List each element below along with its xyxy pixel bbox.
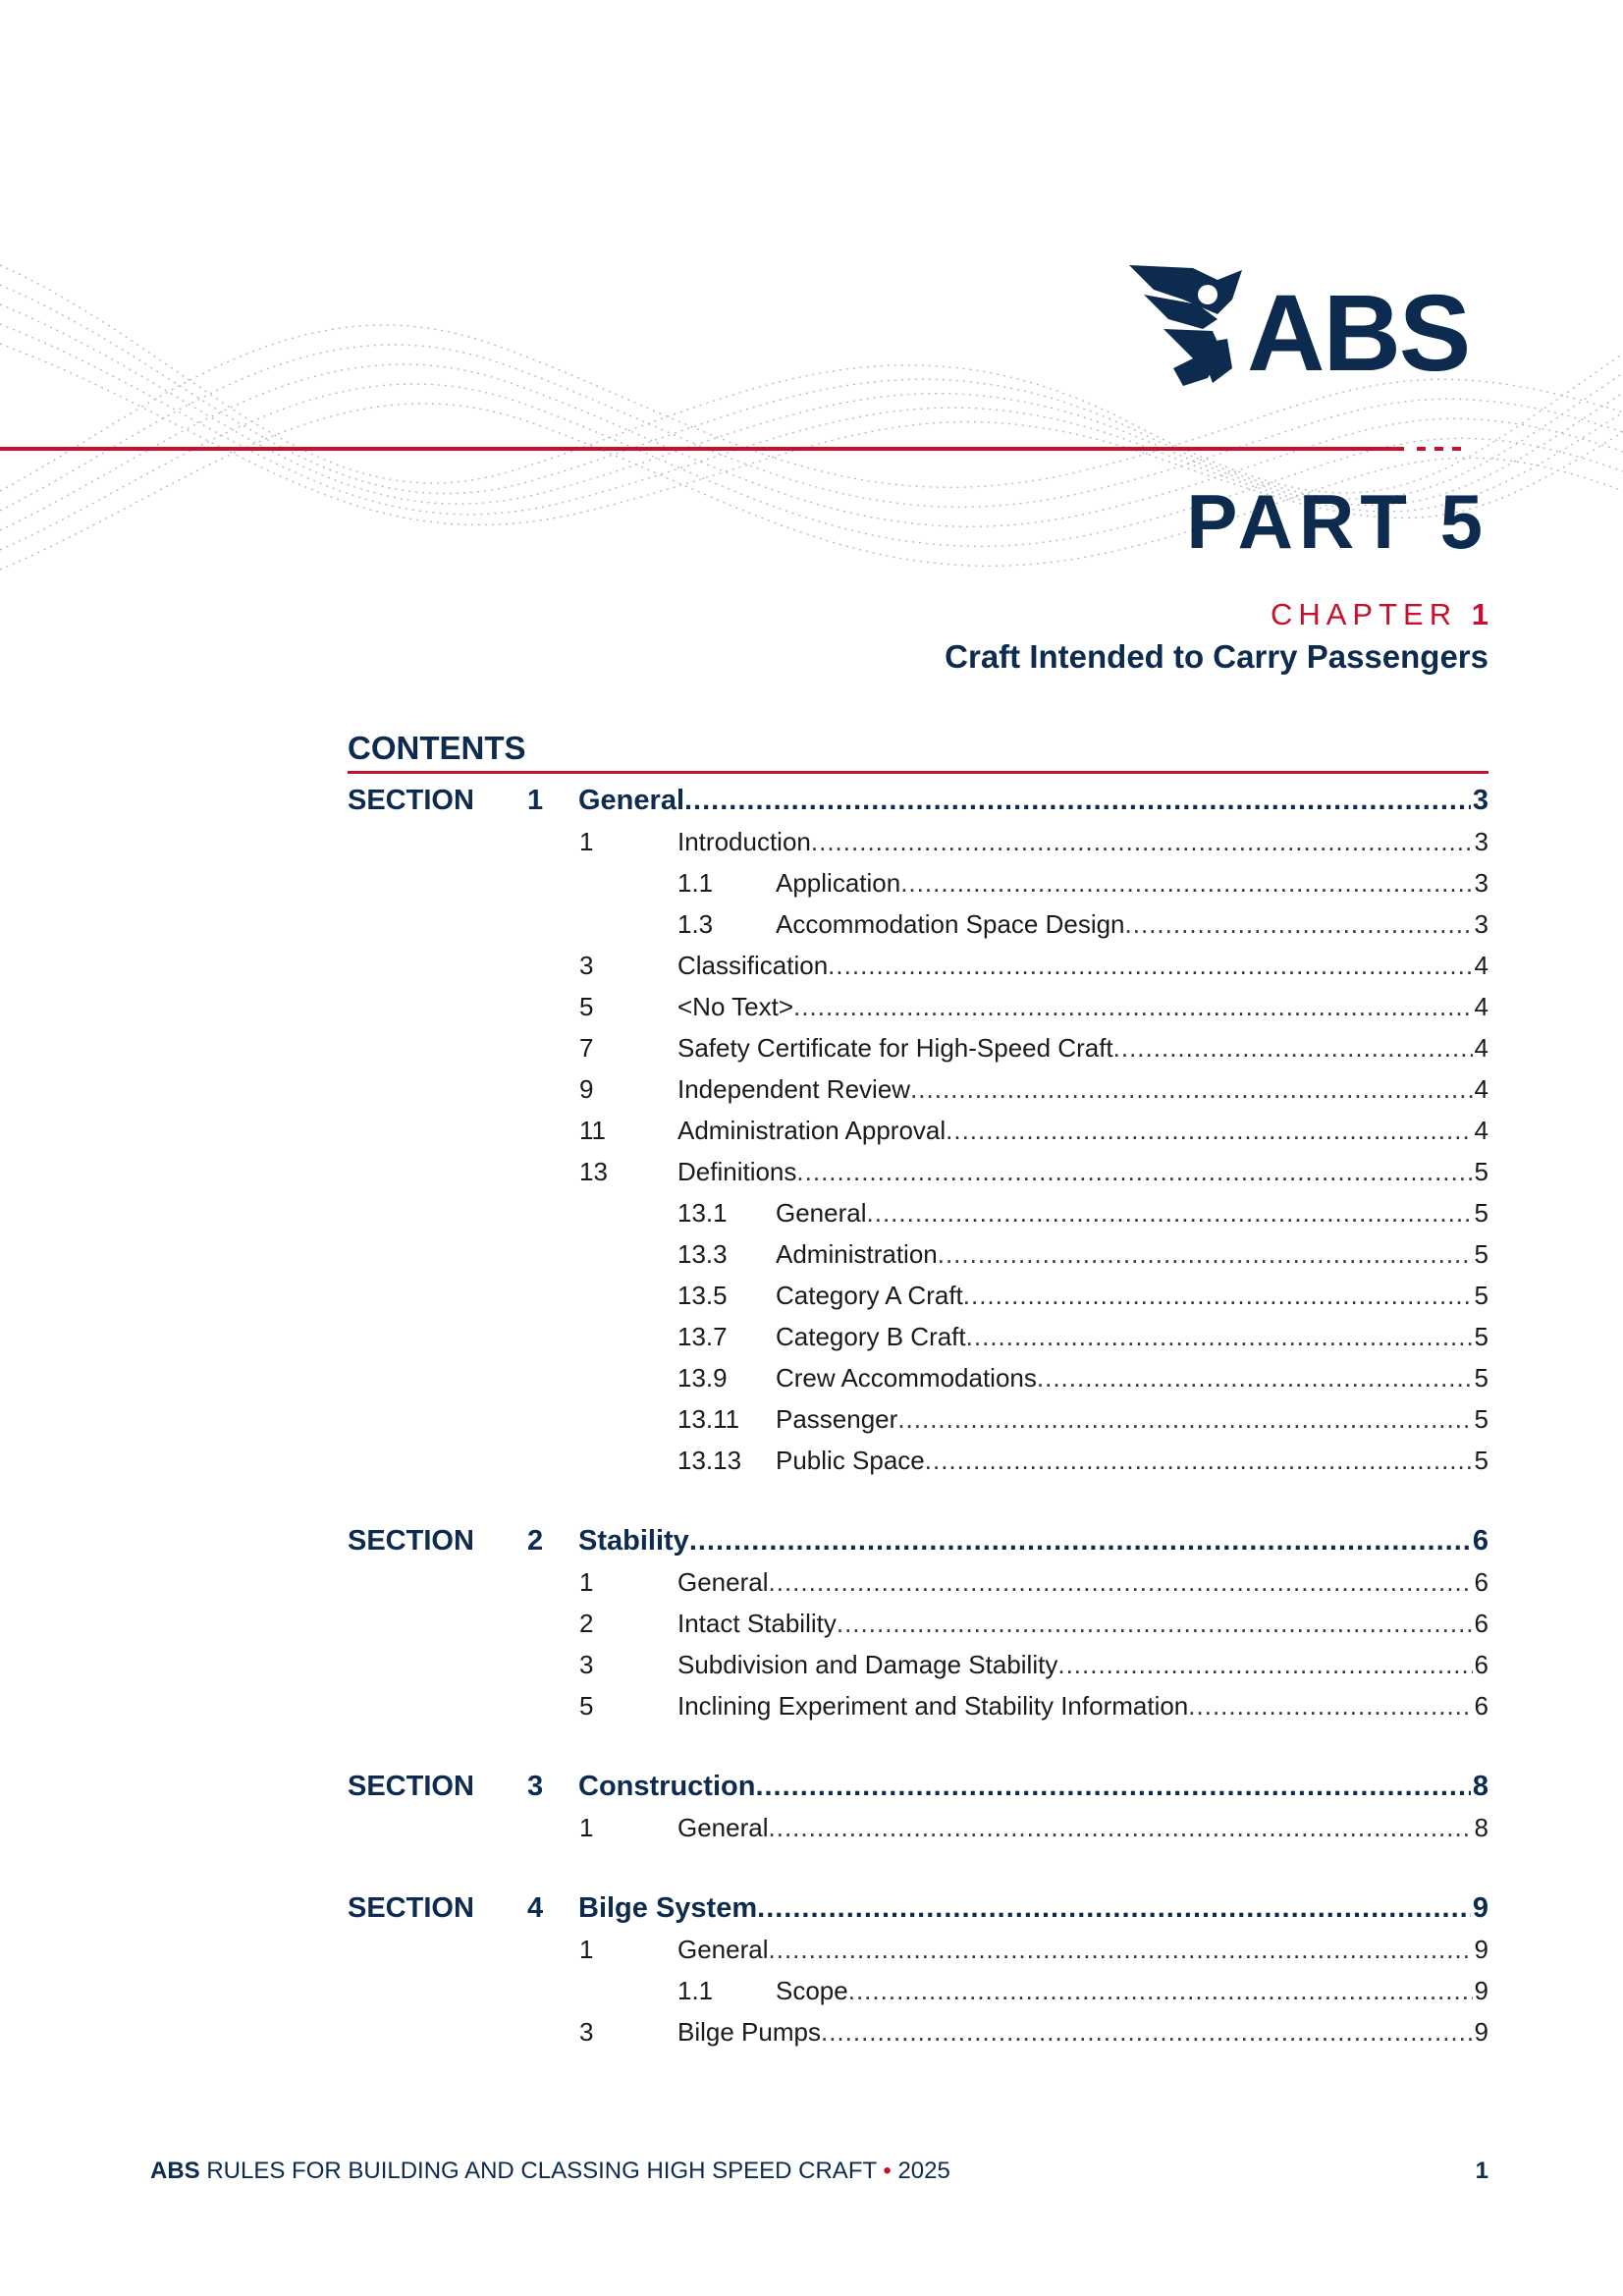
section-title: Stability xyxy=(578,1525,689,1557)
toc-entry-row[interactable] xyxy=(348,1561,1488,1603)
toc-entry xyxy=(776,1440,1488,1481)
dot-leader xyxy=(689,1520,1471,1561)
dot-leader xyxy=(837,1603,1473,1644)
section-label: SECTION xyxy=(348,1771,474,1802)
dot-leader xyxy=(769,1807,1473,1848)
toc-entry xyxy=(677,1685,1488,1726)
chapter-label xyxy=(1271,599,1488,629)
toc-entry-row[interactable] xyxy=(348,862,1488,903)
entry-number: 3 xyxy=(579,951,594,980)
dot-leader xyxy=(796,1151,1472,1192)
entry-title: Independent Review xyxy=(677,1074,911,1104)
chapter-number: 1 xyxy=(1471,597,1488,631)
toc-entry xyxy=(776,1192,1488,1233)
toc-entry-row[interactable] xyxy=(348,1685,1488,1726)
entry-title: Public Space xyxy=(776,1446,925,1475)
section-label: SECTION xyxy=(348,785,474,816)
section-number: 3 xyxy=(527,1771,544,1802)
section-page: 8 xyxy=(1472,1771,1488,1802)
toc-entry xyxy=(776,1233,1488,1275)
chapter-word: CHAPTER xyxy=(1270,597,1458,631)
toc-entry xyxy=(776,1357,1488,1398)
toc-entry-row[interactable] xyxy=(348,903,1488,945)
contents-red-rule xyxy=(348,771,1488,774)
section-number: 1 xyxy=(527,785,544,816)
toc-section-row[interactable] xyxy=(348,1766,1488,1807)
toc-entry xyxy=(578,1520,1488,1561)
dot-leader xyxy=(946,1110,1472,1151)
table-of-contents xyxy=(348,780,1488,2092)
entry-page: 4 xyxy=(1474,992,1488,1021)
entry-page: 3 xyxy=(1474,827,1488,856)
toc-entry xyxy=(677,1561,1488,1603)
entry-number: 7 xyxy=(579,1033,594,1063)
toc-entry-row[interactable] xyxy=(348,1440,1488,1481)
entry-number: 9 xyxy=(579,1074,594,1104)
toc-entry-row[interactable] xyxy=(348,945,1488,986)
toc-entry xyxy=(677,1027,1488,1068)
header-red-dashes xyxy=(1417,447,1470,465)
entry-page: 3 xyxy=(1474,868,1488,898)
toc-section-row[interactable] xyxy=(348,1520,1488,1561)
section-number: 2 xyxy=(527,1525,544,1557)
contents-heading: CONTENTS xyxy=(348,730,526,766)
entry-number: 1.1 xyxy=(677,868,714,898)
entry-page: 8 xyxy=(1474,1813,1488,1842)
section-page: 3 xyxy=(1472,785,1488,816)
dot-leader xyxy=(938,1233,1473,1275)
entry-page: 5 xyxy=(1474,1281,1488,1310)
entry-number: 13.3 xyxy=(677,1239,728,1269)
toc-section xyxy=(348,780,1488,1481)
section-title: Bilge System xyxy=(578,1892,758,1924)
entry-title: Safety Certificate for High-Speed Craft xyxy=(677,1033,1113,1063)
entry-title: Introduction xyxy=(677,827,811,856)
toc-entry xyxy=(776,862,1488,903)
entry-title: Classification xyxy=(677,951,829,980)
toc-section xyxy=(348,1887,1488,2052)
toc-entry-row[interactable] xyxy=(348,1316,1488,1357)
dot-leader xyxy=(966,1316,1473,1357)
entry-number: 13.9 xyxy=(677,1363,728,1393)
toc-section-row[interactable] xyxy=(348,780,1488,821)
toc-section xyxy=(348,1766,1488,1848)
toc-entry xyxy=(578,780,1488,821)
entry-page: 5 xyxy=(1474,1157,1488,1186)
dot-leader xyxy=(769,1561,1473,1603)
toc-entry-row[interactable] xyxy=(348,1027,1488,1068)
entry-title: Bilge Pumps xyxy=(677,2017,821,2047)
entry-number: 3 xyxy=(579,2017,594,2047)
section-title: General xyxy=(578,785,684,816)
dot-leader xyxy=(1057,1644,1472,1685)
entry-page: 5 xyxy=(1474,1322,1488,1351)
footer-brand: ABS xyxy=(150,2158,200,2184)
toc-entry xyxy=(776,1970,1488,2011)
part-title: PART 5 xyxy=(1186,478,1488,565)
entry-title: Crew Accommodations xyxy=(776,1363,1037,1393)
toc-entry-row[interactable] xyxy=(348,1110,1488,1151)
section-title: Construction xyxy=(578,1771,756,1802)
entry-title: Definitions xyxy=(677,1157,797,1186)
header-red-rule xyxy=(0,447,1404,451)
toc-entry-row[interactable] xyxy=(348,1398,1488,1440)
entry-page: 4 xyxy=(1474,951,1488,980)
dot-leader xyxy=(1188,1685,1472,1726)
toc-entry xyxy=(677,1929,1488,1970)
toc-entry xyxy=(677,1110,1488,1151)
entry-number: 1 xyxy=(579,827,594,856)
entry-number: 13.7 xyxy=(677,1322,728,1351)
toc-entry-row[interactable] xyxy=(348,986,1488,1027)
entry-page: 5 xyxy=(1474,1363,1488,1393)
toc-entry xyxy=(677,945,1488,986)
entry-page: 6 xyxy=(1474,1609,1488,1638)
entry-title: Administration Approval xyxy=(677,1116,947,1145)
dot-leader xyxy=(963,1275,1473,1316)
dot-leader xyxy=(755,1766,1470,1807)
entry-title: General xyxy=(677,1935,769,1964)
dot-leader xyxy=(1125,903,1473,945)
footer-title: RULES FOR BUILDING AND CLASSING HIGH SPEED CRAFT xyxy=(206,2158,877,2184)
entry-title: Application xyxy=(776,868,901,898)
entry-title: Category B Craft xyxy=(776,1322,966,1351)
section-number: 4 xyxy=(527,1892,544,1924)
toc-entry xyxy=(677,1603,1488,1644)
toc-entry-row[interactable] xyxy=(348,1970,1488,2011)
toc-entry xyxy=(776,903,1488,945)
entry-page: 9 xyxy=(1474,2017,1488,2047)
toc-entry-row[interactable] xyxy=(348,1275,1488,1316)
section-label: SECTION xyxy=(348,1892,474,1924)
entry-title: Subdivision and Damage Stability xyxy=(677,1650,1058,1679)
entry-page: 6 xyxy=(1474,1691,1488,1721)
footer-year: 2025 xyxy=(897,2158,950,2184)
section-page: 6 xyxy=(1472,1525,1488,1557)
toc-section xyxy=(348,1520,1488,1726)
abs-logo-text: ABS xyxy=(1247,273,1470,394)
entry-page: 6 xyxy=(1474,1650,1488,1679)
entry-number: 11 xyxy=(579,1116,606,1145)
toc-entry xyxy=(776,1398,1488,1440)
dot-leader xyxy=(900,862,1472,903)
dot-leader xyxy=(848,1970,1473,2011)
toc-entry xyxy=(578,1766,1488,1807)
toc-section-row[interactable] xyxy=(348,1887,1488,1929)
toc-entry-row[interactable] xyxy=(348,1357,1488,1398)
dot-leader xyxy=(867,1192,1473,1233)
dot-leader xyxy=(828,945,1472,986)
toc-entry xyxy=(677,1807,1488,1848)
entry-number: 1 xyxy=(579,1813,594,1842)
dot-leader xyxy=(897,1398,1472,1440)
toc-entry xyxy=(677,1151,1488,1192)
toc-entry-row[interactable] xyxy=(348,1603,1488,1644)
entry-number: 13.1 xyxy=(677,1198,728,1228)
dot-leader xyxy=(821,2011,1473,2052)
entry-title: Passenger xyxy=(776,1404,898,1434)
page-number: 1 xyxy=(1475,2158,1488,2184)
toc-entry-row[interactable] xyxy=(348,1929,1488,1970)
toc-entry-row[interactable] xyxy=(348,1807,1488,1848)
entry-number: 5 xyxy=(579,1691,594,1721)
chapter-title: Craft Intended to Carry Passengers xyxy=(945,638,1488,675)
toc-entry-row[interactable] xyxy=(348,1068,1488,1110)
entry-number: 1 xyxy=(579,1567,594,1597)
entry-title: General xyxy=(677,1813,769,1842)
entry-title: Intact Stability xyxy=(677,1609,837,1638)
dot-leader xyxy=(757,1887,1471,1929)
toc-entry xyxy=(677,821,1488,862)
entry-page: 4 xyxy=(1474,1116,1488,1145)
dot-leader xyxy=(769,1929,1473,1970)
toc-entry-row[interactable] xyxy=(348,1644,1488,1685)
dot-leader xyxy=(910,1068,1472,1110)
entry-number: 1 xyxy=(579,1935,594,1964)
entry-title: Administration xyxy=(776,1239,938,1269)
entry-page: 5 xyxy=(1474,1446,1488,1475)
toc-entry-row[interactable] xyxy=(348,2011,1488,2052)
entry-page: 5 xyxy=(1474,1198,1488,1228)
toc-entry xyxy=(677,2011,1488,2052)
footer-separator: • xyxy=(883,2158,892,2184)
toc-entry xyxy=(677,1068,1488,1110)
entry-title: Scope xyxy=(776,1976,848,2005)
toc-entry xyxy=(677,1644,1488,1685)
toc-entry-row[interactable] xyxy=(348,1192,1488,1233)
entry-title: General xyxy=(677,1567,769,1597)
toc-entry-row[interactable] xyxy=(348,1151,1488,1192)
dot-leader xyxy=(684,780,1471,821)
entry-number: 2 xyxy=(579,1609,594,1638)
entry-page: 9 xyxy=(1474,1935,1488,1964)
entry-title: Inclining Experiment and Stability Information xyxy=(677,1691,1189,1721)
entry-number: 1.3 xyxy=(677,909,714,939)
toc-entry xyxy=(776,1316,1488,1357)
entry-page: 9 xyxy=(1474,1976,1488,2005)
entry-number: 13 xyxy=(579,1157,608,1186)
entry-number: 3 xyxy=(579,1650,594,1679)
entry-page: 4 xyxy=(1474,1033,1488,1063)
entry-page: 5 xyxy=(1474,1239,1488,1269)
entry-number: 13.11 xyxy=(677,1404,740,1434)
entry-number: 5 xyxy=(579,992,594,1021)
toc-entry-row[interactable] xyxy=(348,821,1488,862)
dot-leader xyxy=(793,986,1472,1027)
entry-page: 4 xyxy=(1474,1074,1488,1104)
dot-leader xyxy=(1113,1027,1473,1068)
dot-leader xyxy=(811,821,1473,862)
section-page: 9 xyxy=(1472,1892,1488,1924)
toc-entry xyxy=(677,986,1488,1027)
entry-title: Accommodation Space Design xyxy=(776,909,1125,939)
entry-number: 13.13 xyxy=(677,1446,742,1475)
footer xyxy=(150,2159,950,2183)
toc-entry xyxy=(776,1275,1488,1316)
entry-page: 3 xyxy=(1474,909,1488,939)
entry-title: <No Text> xyxy=(677,992,794,1021)
entry-page: 5 xyxy=(1474,1404,1488,1434)
entry-page: 6 xyxy=(1474,1567,1488,1597)
toc-entry-row[interactable] xyxy=(348,1233,1488,1275)
entry-title: General xyxy=(776,1198,867,1228)
section-label: SECTION xyxy=(348,1525,474,1557)
dot-leader xyxy=(925,1440,1473,1481)
entry-number: 13.5 xyxy=(677,1281,728,1310)
entry-title: Category A Craft xyxy=(776,1281,963,1310)
toc-entry xyxy=(578,1887,1488,1929)
entry-number: 1.1 xyxy=(677,1976,714,2005)
dot-leader xyxy=(1037,1357,1473,1398)
